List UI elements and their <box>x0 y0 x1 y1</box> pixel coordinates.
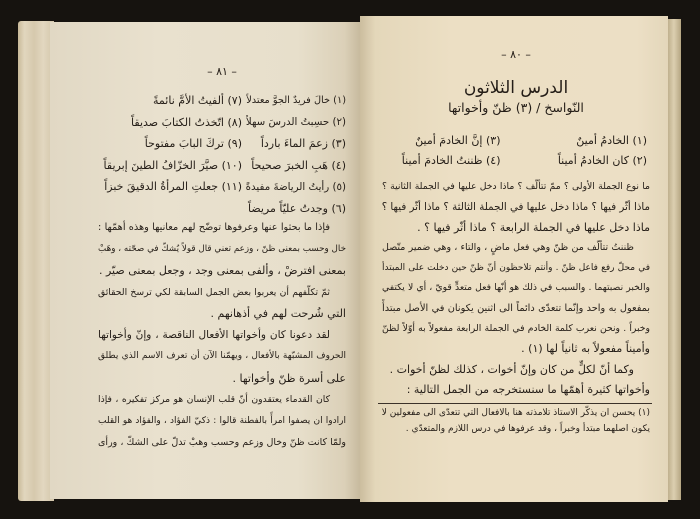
text-line: وخبراً . ونحن نعرب كلمة الخادم في الجملة الرابعة مفعولاً به أوّلاً لظنّ <box>382 323 650 335</box>
example-sentence: (٦) وجدتُ عليّاً مريضاً <box>247 201 346 215</box>
text-line: بمعنى افترضْ ، وألفى بمعنى وجد ، وجعل بمعنى صيّر . <box>98 264 346 277</box>
text-line: على أسرة ظنّ وأخواتها . <box>232 371 346 385</box>
text-line: ظننتُ تتألّف من ظنّ وهي فعل ماضٍ ، والتاء ، وهي ضمير متّصل <box>382 241 634 253</box>
example-sentence: (٤) ظننتُ الخادمَ أميناً <box>401 153 501 167</box>
text-line: فإذا ما بحثوا عنها وعرفوها توضّح لهم معانيها وهذه أهمّها : <box>98 222 330 233</box>
example-sentence: (٨) اتّخذتُ الكتابَ صديقاً <box>131 115 242 129</box>
text-line: ماذا دخل عليها في الجملة الرابعة ؟ ماذا أثّر فيها ؟ . <box>417 220 650 234</box>
example-sentences <box>382 130 647 170</box>
example-sentence: (١) الخادمُ أمينٌ <box>576 133 647 147</box>
right-page <box>360 16 668 502</box>
example-sentence: (٣) زعمَ الماءَ بارداً <box>260 137 346 151</box>
footnote-line: (١) يحسن ان يذكّر الاستاذ تلامذته هنا بالافعال التي تتعدّى الى مفعولين لا <box>382 408 650 418</box>
page-number: – ٨١ – <box>207 65 237 78</box>
text-line: كان القدماء يعتقدون أنّ قلب الإنسان هو مركز تفكيره ، فإذا <box>98 394 330 405</box>
text-line: وأخواتها كثيرة أهمّها ما سنستخرجه من الجمل التالية : <box>406 382 650 396</box>
text-line: في محلّ رفع فاعل ظنّ . وأنتم تلاحظون أنّ ظنّ حين دخلت على المبتدأ <box>382 263 650 274</box>
right-page-edge <box>668 19 681 500</box>
example-sentences <box>98 90 346 219</box>
left-page <box>50 22 360 499</box>
text-line: خال وحسب بمعنى ظنّ ، وزعم تعني قال قولاً يُشكّ في صحّته ، وهَبْ <box>98 243 346 254</box>
lesson-title: الدرس الثلاثون <box>463 78 569 98</box>
text-line: والخبر نصبتهما . والسبب في ذلك هو أنّها فعل متعدٍّ قويّ ، أي لا يكتفي <box>382 282 650 294</box>
text-line: التي شُرحت لهم في أذهانهم . <box>210 307 346 320</box>
page-stack-edge <box>18 21 54 501</box>
example-sentence: (٢) كان الخادمُ أميناً <box>557 153 647 167</box>
text-line: وأميناً مفعولاً به ثانياً لها (١) . <box>521 342 650 356</box>
example-sentence: (٣) إنَّ الخادمَ أمينٌ <box>415 133 501 147</box>
example-sentence: (١٠) صيَّرَ الخزّافُ الطينَ إبريقاً <box>103 158 242 172</box>
example-sentence: (٩) تركَ البابَ مفتوحاً <box>144 137 242 151</box>
footnote <box>382 405 650 437</box>
footnote-line: يكون اصلهما مبتدأ وخبراً ، وقد عرفوها في درس اللازم والمتعدّي . <box>405 424 650 434</box>
example-sentence: (١) خالَ فريدٌ الجوَّ معتدلاً <box>246 95 346 107</box>
example-sentence: (٧) ألفيتُ الأمَّ نائمةً <box>153 94 242 108</box>
text-line: لقد دعونا كان وأخواتها الأفعال الناقصة ، وإنّ وأخواتها <box>98 328 330 341</box>
body-text <box>98 217 346 454</box>
text-line: ارادوا ان يصفوا امرأً بالفطنة قالوا : ذكيّ الفؤاد ، والفؤاد هو القلب <box>98 415 346 426</box>
example-sentence: (٥) رأيتُ الرياضةَ مفيدةً <box>246 180 346 193</box>
text-line: ولمّا كانت ظنّ وخال وزعم وحسب وهبْ تدلّ على الشكّ ، ورأى <box>98 437 346 448</box>
example-sentence: (١١) جعلتِ المرأةُ الدقيقَ خبزاً <box>104 180 242 194</box>
text-line: ثمّ تكلّفهم أن يعربوا بعض الجمل السابقة لكي ترسخ الحقائق <box>98 286 330 298</box>
text-line: بمفعول به واحد وإنّما تتعدّى دائماً الى اثنين يكونان في الأصل مبتدأً <box>382 302 650 314</box>
example-sentence: (٢) حسِبتُ الدرسَ سهلاً <box>246 116 346 129</box>
footnote-divider <box>378 403 652 404</box>
text-line: ماذا أثّر فيها ؟ ماذا دخل عليها في الجملة الثالثة ؟ ماذا أثّر فيها ؟ <box>382 201 650 214</box>
text-line: وكما أنّ لكلٍّ من كان وإنّ أخوات ، كذلك لظنّ أخوات . <box>389 362 634 376</box>
page-number: – ٨٠ – <box>501 48 531 61</box>
text-line: الحروف المشبّهة بالأفعال ، ويهمّنا الآن أن تعرف الاسم الذي يطلق <box>98 351 346 361</box>
lesson-subtitle: النّواسخ / (٣) ظنّ وأخواتها <box>448 100 584 115</box>
example-sentence: (٤) هَبِ الخبرَ صحيحاً <box>251 158 346 172</box>
text-line: ما نوع الجملة الأولى ؟ ممّ تتألّف ؟ ماذا دخل عليها في الجملة الثانية ؟ <box>382 181 650 192</box>
body-text <box>382 177 650 400</box>
